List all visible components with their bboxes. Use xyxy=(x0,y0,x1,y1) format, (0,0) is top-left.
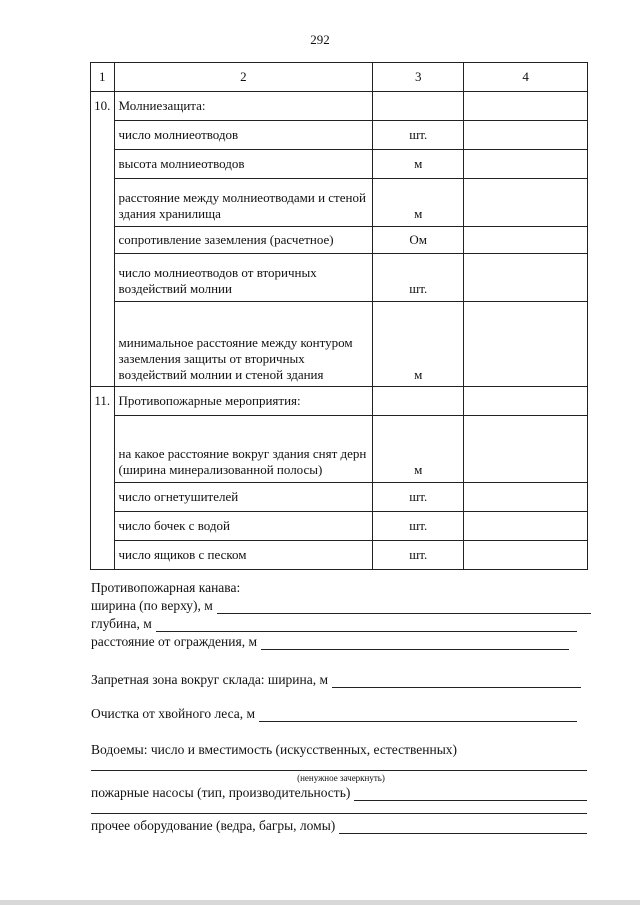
canal-distance-field[interactable] xyxy=(261,637,569,650)
value-cell[interactable] xyxy=(464,416,588,483)
other-equipment-label: прочее оборудование (ведра, багры, ломы) xyxy=(91,818,336,833)
canal-distance-line xyxy=(91,632,569,650)
value-cell[interactable] xyxy=(464,121,588,150)
header-col-2: 2 xyxy=(114,63,373,92)
row-label: число ящиков с песком xyxy=(114,541,373,570)
value-cell[interactable] xyxy=(464,483,588,512)
pumps-label: пожарные насосы (тип, производительность) xyxy=(91,785,351,800)
table-row xyxy=(91,483,588,512)
section-title-row xyxy=(91,92,588,121)
pumps-extra-line[interactable] xyxy=(91,813,587,814)
canal-depth-field[interactable] xyxy=(156,619,577,632)
header-col-1: 1 xyxy=(91,63,115,92)
table-row xyxy=(91,512,588,541)
table-row xyxy=(91,416,588,483)
section-title-row xyxy=(91,387,588,416)
unit-cell: м xyxy=(373,416,464,483)
canal-depth-line xyxy=(91,614,577,632)
unit-cell: м xyxy=(373,150,464,179)
unit-cell: м xyxy=(373,179,464,227)
table-row xyxy=(91,150,588,179)
section-number: 10. xyxy=(91,92,115,387)
row-label: минимальное расстояние между контуром заземления защиты от вторичных воздействий молнии и стеной здания xyxy=(114,302,373,387)
forbidden-zone-label: Запретная зона вокруг склада: ширина, м xyxy=(91,672,329,687)
value-cell[interactable] xyxy=(464,512,588,541)
table-row xyxy=(91,121,588,150)
water-bodies-label: Водоемы: число и вместимость (искусственных, естественных) xyxy=(91,742,458,757)
form-table xyxy=(90,62,588,570)
water-bodies-line xyxy=(91,740,591,758)
clearing-field[interactable] xyxy=(259,709,577,722)
clearing-line xyxy=(91,704,577,722)
water-bodies-field[interactable] xyxy=(91,770,587,771)
other-equipment-field[interactable] xyxy=(339,821,587,834)
unit-cell xyxy=(373,387,464,416)
row-label: высота молниеотводов xyxy=(114,150,373,179)
row-label: число молниеотводов xyxy=(114,121,373,150)
pumps-line xyxy=(91,783,587,801)
unit-cell: шт. xyxy=(373,254,464,302)
value-cell[interactable] xyxy=(464,541,588,570)
canal-title-line xyxy=(91,578,591,596)
canal-width-field[interactable] xyxy=(217,601,591,614)
canal-width-line xyxy=(91,596,591,614)
section-number: 11. xyxy=(91,387,115,570)
page-number: 292 xyxy=(310,32,330,47)
unit-cell: Ом xyxy=(373,227,464,254)
header-col-4: 4 xyxy=(464,63,588,92)
page-bottom-edge xyxy=(0,900,640,905)
canal-distance-label: расстояние от ограждения, м xyxy=(91,634,257,649)
table-row xyxy=(91,227,588,254)
value-cell[interactable] xyxy=(464,92,588,121)
other-equipment-line xyxy=(91,816,587,834)
value-cell[interactable] xyxy=(464,150,588,179)
unit-cell: шт. xyxy=(373,121,464,150)
pumps-field[interactable] xyxy=(354,788,587,801)
header-col-3: 3 xyxy=(373,63,464,92)
row-label: число огнетушителей xyxy=(114,483,373,512)
row-label: число бочек с водой xyxy=(114,512,373,541)
forbidden-zone-field[interactable] xyxy=(332,675,581,688)
unit-cell: шт. xyxy=(373,483,464,512)
table-row xyxy=(91,541,588,570)
unit-cell: шт. xyxy=(373,512,464,541)
value-cell[interactable] xyxy=(464,227,588,254)
canal-title: Противопожарная канава: xyxy=(91,580,241,595)
unit-cell xyxy=(373,92,464,121)
value-cell[interactable] xyxy=(464,254,588,302)
table-row xyxy=(91,254,588,302)
forbidden-zone-line xyxy=(91,670,581,688)
table-row xyxy=(91,179,588,227)
table-header-row xyxy=(91,63,588,92)
unit-cell: м xyxy=(373,302,464,387)
cross-out-note: (ненужное зачеркнуть) xyxy=(297,773,385,783)
section-title: Молниезащита: xyxy=(114,92,373,121)
canal-depth-label: глубина, м xyxy=(91,616,152,631)
row-label: сопротивление заземления (расчетное) xyxy=(114,227,373,254)
row-label: расстояние между молниеотводами и стеной здания хранилища xyxy=(114,179,373,227)
value-cell[interactable] xyxy=(464,387,588,416)
clearing-label: Очистка от хвойного леса, м xyxy=(91,706,256,721)
canal-width-label: ширина (по верху), м xyxy=(91,598,213,613)
fill-in-section xyxy=(91,578,591,834)
section-title: Противопожарные мероприятия: xyxy=(114,387,373,416)
table-row xyxy=(91,302,588,387)
value-cell[interactable] xyxy=(464,179,588,227)
row-label: на какое расстояние вокруг здания снят дерн (ширина минерализованной полосы) xyxy=(114,416,373,483)
row-label: число молниеотводов от вторичных воздействий молнии xyxy=(114,254,373,302)
unit-cell: шт. xyxy=(373,541,464,570)
value-cell[interactable] xyxy=(464,302,588,387)
